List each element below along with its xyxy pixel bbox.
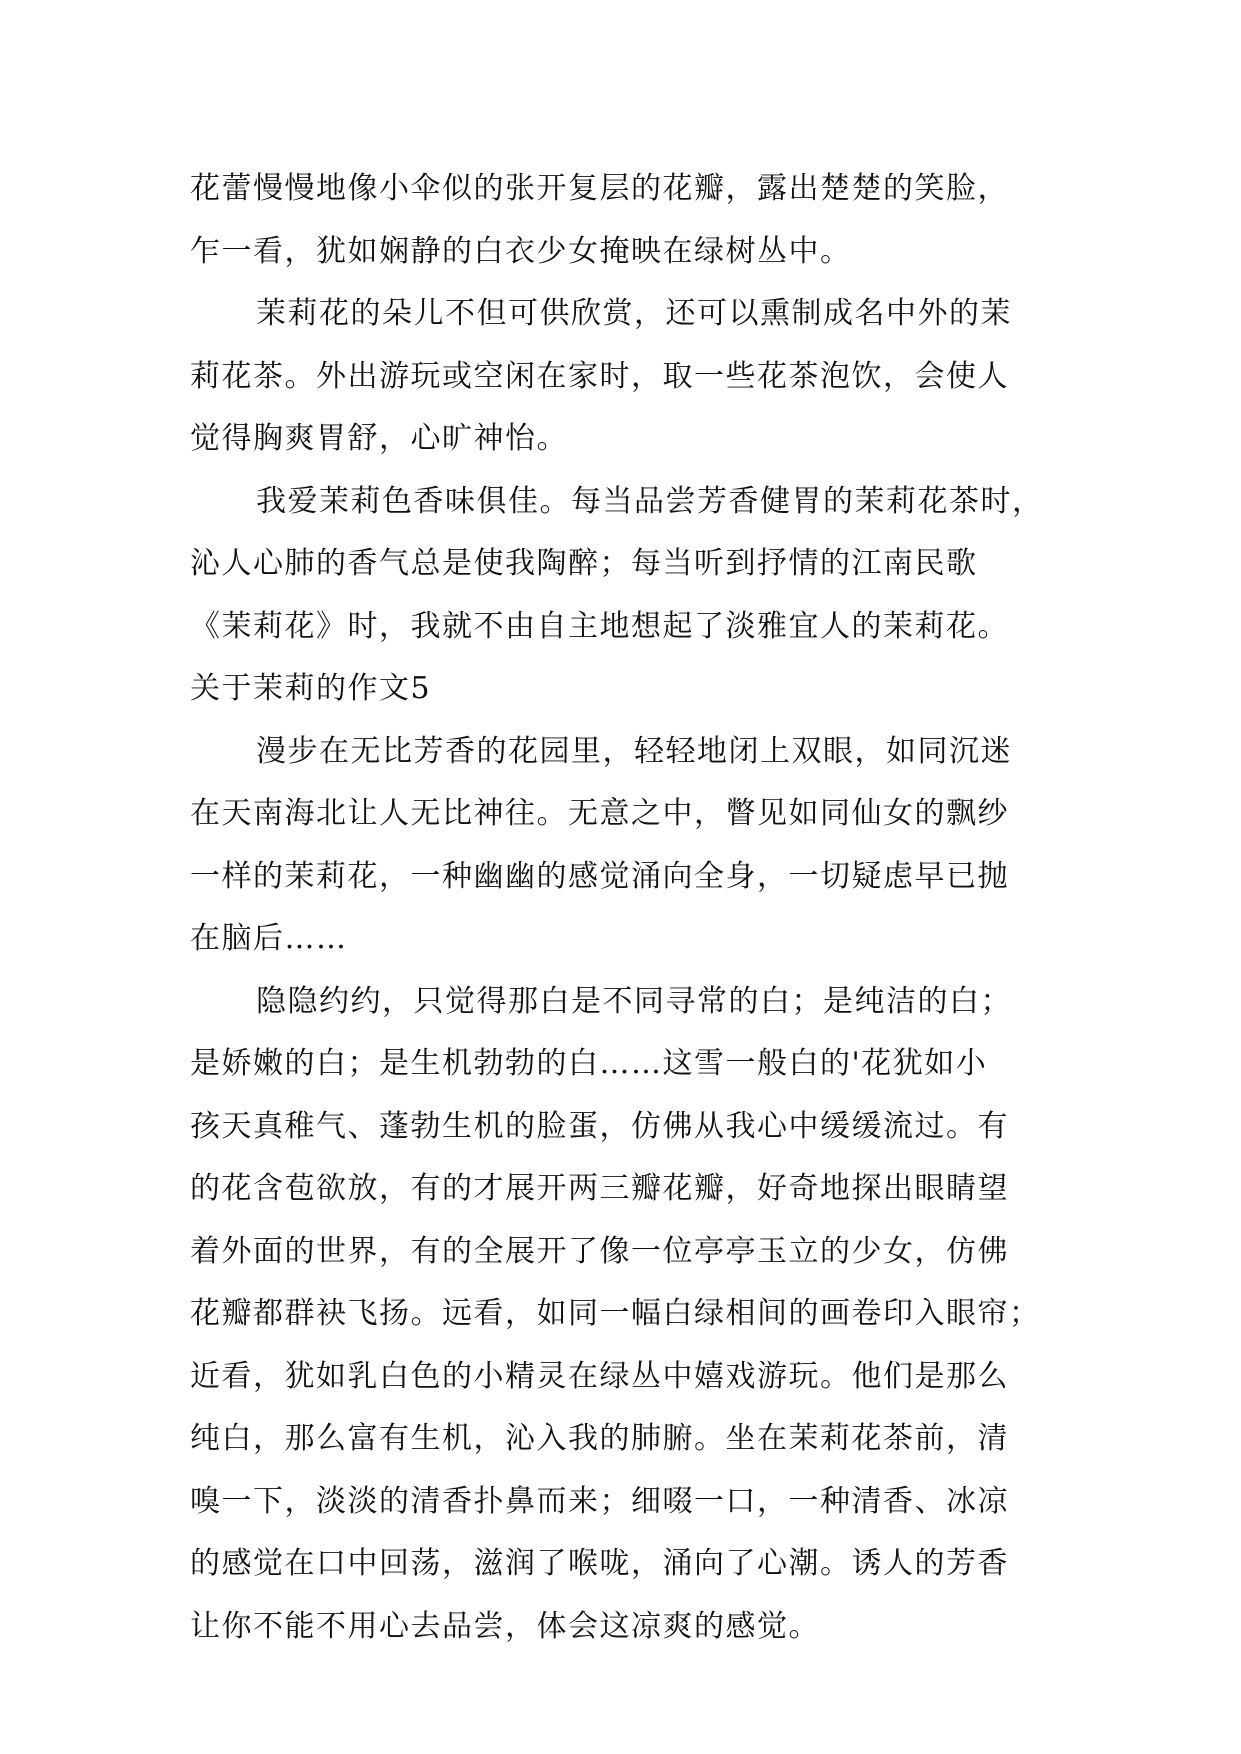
text-line: 让你不能不用心去品尝，体会这凉爽的感觉。 xyxy=(190,1608,820,1644)
section-heading: 关于茉莉的作文5 xyxy=(190,671,432,706)
text-line: 觉得胸爽胃舒，心旷神怡。 xyxy=(190,421,568,456)
text-line: 一样的茉莉花，一种幽幽的感觉涌向全身，一切疑虑早已抛 xyxy=(190,858,1009,894)
text-line: 在脑后…… xyxy=(190,921,348,956)
paragraph-start-line: 茉莉花的朵儿不但可供欣赏，还可以熏制成名中外的茉 xyxy=(256,296,1012,331)
paragraph-start-line: 漫步在无比芳香的花园里，轻轻地闭上双眼，如同沉迷 xyxy=(256,733,1012,769)
text-line: 花蕾慢慢地像小伞似的张开复层的花瓣，露出楚楚的笑脸， xyxy=(190,171,1009,206)
text-line: 着外面的世界，有的全展开了像一位亭亭玉立的少女，仿佛 xyxy=(190,1233,1009,1269)
text-line: 乍一看，犹如娴静的白衣少女掩映在绿树丛中。 xyxy=(190,233,852,269)
paragraph-start-line: 隐隐约约，只觉得那白是不同寻常的白；是纯洁的白； xyxy=(256,983,1012,1019)
text-line: 嗅一下，淡淡的清香扑鼻而来；细啜一口，一种清香、冰凉 xyxy=(190,1483,1009,1519)
text-line: 的花含苞欲放，有的才展开两三瓣花瓣，好奇地探出眼睛望 xyxy=(190,1171,1009,1206)
document-body xyxy=(190,158,1060,1658)
text-line: 纯白，那么富有生机，沁入我的肺腑。坐在茉莉花茶前，清 xyxy=(190,1421,1009,1456)
text-line: 沁人心肺的香气总是使我陶醉；每当听到抒情的江南民歌 xyxy=(190,546,978,581)
text-line: 的感觉在口中回荡，滋润了喉咙，涌向了心潮。诱人的芳香 xyxy=(190,1546,1009,1581)
text-line: 莉花茶。外出游玩或空闲在家时，取一些花茶泡饮，会使人 xyxy=(190,358,1009,394)
paragraph-start-line: 我爱茉莉色香味俱佳。每当品尝芳香健胃的茉莉花茶时， xyxy=(256,483,1044,519)
text-line: 近看，犹如乳白色的小精灵在绿丛中嬉戏游玩。他们是那么 xyxy=(190,1358,1009,1394)
text-line: 花瓣都群袂飞扬。远看，如同一幅白绿相间的画卷印入眼帘； xyxy=(190,1296,1041,1331)
text-line: 《茉莉花》时，我就不由自主地想起了淡雅宜人的茉莉花。 xyxy=(190,608,1009,644)
text-line: 孩天真稚气、蓬勃生机的脸蛋，仿佛从我心中缓缓流过。有 xyxy=(190,1108,1009,1144)
text-line: 在天南海北让人无比神往。无意之中，瞥见如同仙女的飘纱 xyxy=(190,796,1009,831)
text-line: 是娇嫩的白；是生机勃勃的白……这雪一般白的'花犹如小 xyxy=(190,1046,988,1081)
